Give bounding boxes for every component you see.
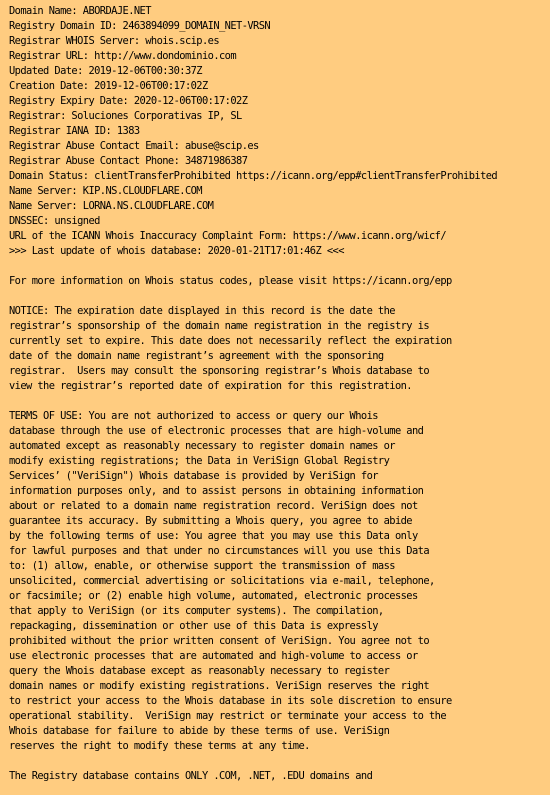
terms-of-use-line: Services’ ("VeriSign") Whois database is provided by VeriSign for: [9, 470, 378, 482]
terms-of-use-line: guarantee its accuracy. By submitting a Whois query, you agree to abide: [9, 515, 412, 527]
terms-of-use-line: operational stability. VeriSign may restrict or terminate your access to the: [9, 710, 447, 722]
terms-of-use-line: by the following terms of use: You agree that you may use this Data only: [9, 530, 418, 542]
terms-of-use-line: prohibited without the prior written consent of VeriSign. You agree not to: [9, 635, 430, 647]
terms-of-use-line: Whois database for failure to abide by these terms of use. VeriSign: [9, 725, 390, 737]
whois-line-registrar: Registrar: Soluciones Corporativas IP, SL: [9, 110, 242, 122]
whois-line-creation-date: Creation Date: 2019-12-06T00:17:02Z: [9, 80, 208, 92]
whois-line-last-update: >>> Last update of whois database: 2020-01-21T17:01:46Z <<<: [9, 245, 344, 257]
whois-line-blank: [9, 394, 545, 409]
terms-of-use-line: unsolicited, commercial advertising or solicitations via e-mail, telephone,: [9, 575, 435, 587]
terms-of-use-line: domain names or modify existing registrations. VeriSign reserves the right: [9, 680, 430, 692]
terms-of-use-line: to: (1) allow, enable, or otherwise support the transmission of mass: [9, 560, 395, 572]
terms-of-use-line: about or related to a domain name registration record. VeriSign does not: [9, 500, 418, 512]
terms-of-use-line: modify existing registrations; the Data in VeriSign Global Registry: [9, 455, 390, 467]
whois-line-status-codes-info: For more information on Whois status codes, please visit https://icann.org/epp: [9, 275, 452, 287]
terms-of-use-line: for lawful purposes and that under no circumstances will you use this Data: [9, 545, 430, 557]
whois-line-domain-status: Domain Status: clientTransferProhibited https://icann.org/epp#clientTransferProhibited: [9, 170, 498, 182]
notice-line: NOTICE: The expiration date displayed in this record is the date the: [9, 305, 395, 317]
notice-line: registrar’s sponsorship of the domain name registration in the registry is: [9, 320, 430, 332]
whois-line-blank: [9, 754, 545, 769]
terms-of-use-line: use electronic processes that are automated and high-volume to access or: [9, 650, 418, 662]
registry-scope-line: The Registry database contains ONLY .COM, .NET, .EDU domains and: [9, 770, 373, 782]
terms-of-use-line: that apply to VeriSign (or its computer systems). The compilation,: [9, 605, 384, 617]
notice-line: date of the domain name registrant’s agreement with the sponsoring: [9, 350, 384, 362]
terms-of-use-line: or facsimile; or (2) enable high volume, automated, electronic processes: [9, 590, 418, 602]
whois-record-text: [9, 4, 545, 784]
terms-of-use-line: database through the use of electronic processes that are high-volume and: [9, 425, 424, 437]
whois-line-name-server-1: Name Server: KIP.NS.CLOUDFLARE.COM: [9, 185, 202, 197]
whois-line-registrar-whois-server: Registrar WHOIS Server: whois.scip.es: [9, 35, 220, 47]
terms-of-use-line: TERMS OF USE: You are not authorized to access or query our Whois: [9, 410, 378, 422]
notice-line: view the registrar’s reported date of expiration for this registration.: [9, 380, 412, 392]
whois-line-registrar-url: Registrar URL: http://www.dondominio.com: [9, 50, 237, 62]
whois-line-updated-date: Updated Date: 2019-12-06T00:30:37Z: [9, 65, 202, 77]
terms-of-use-line: information purposes only, and to assist persons in obtaining information: [9, 485, 424, 497]
whois-line-abuse-phone: Registrar Abuse Contact Phone: 34871986387: [9, 155, 248, 167]
whois-line-registry-expiry-date: Registry Expiry Date: 2020-12-06T00:17:02Z: [9, 95, 248, 107]
whois-line-abuse-email: Registrar Abuse Contact Email: abuse@scip.es: [9, 140, 259, 152]
whois-line-icann-complaint-url: URL of the ICANN Whois Inaccuracy Complaint Form: https://www.icann.org/wicf/: [9, 230, 447, 242]
whois-line-dnssec: DNSSEC: unsigned: [9, 215, 100, 227]
terms-of-use-line: reserves the right to modify these terms at any time.: [9, 740, 310, 752]
whois-line-domain-name: Domain Name: ABORDAJE.NET: [9, 5, 151, 17]
terms-of-use-line: repackaging, dissemination or other use of this Data is expressly: [9, 620, 378, 632]
terms-of-use-line: query the Whois database except as reasonably necessary to register: [9, 665, 390, 677]
whois-line-blank: [9, 289, 545, 304]
whois-line-registrar-iana-id: Registrar IANA ID: 1383: [9, 125, 140, 137]
notice-line: currently set to expire. This date does not necessarily reflect the expiration: [9, 335, 452, 347]
whois-line-blank: [9, 259, 545, 274]
whois-line-name-server-2: Name Server: LORNA.NS.CLOUDFLARE.COM: [9, 200, 214, 212]
terms-of-use-line: automated except as reasonably necessary to register domain names or: [9, 440, 395, 452]
terms-of-use-line: to restrict your access to the Whois database in its sole discretion to ensure: [9, 695, 452, 707]
notice-line: registrar. Users may consult the sponsoring registrar’s Whois database to: [9, 365, 430, 377]
whois-line-registry-domain-id: Registry Domain ID: 2463894099_DOMAIN_NET-VRSN: [9, 20, 271, 32]
